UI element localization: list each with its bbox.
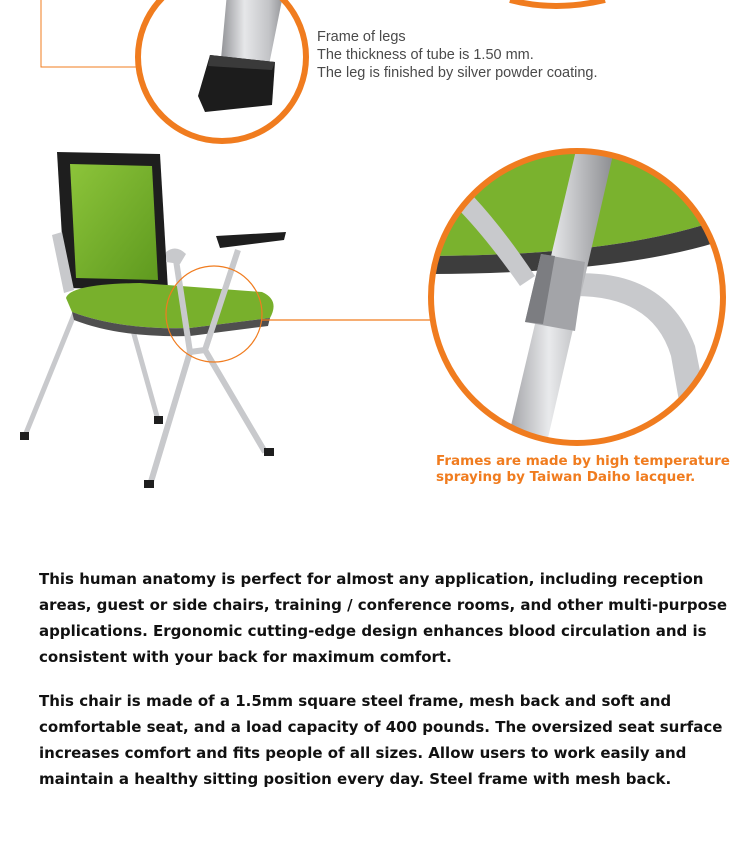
frame-detail-illustration <box>425 146 730 451</box>
top-detail-circle-fragment <box>500 0 620 12</box>
chair-illustration <box>0 140 440 500</box>
frame-caption-line2: spraying by Taiwan Daiho lacquer. <box>436 469 696 485</box>
chair-mesh-back <box>70 164 158 280</box>
leg-connector-line <box>41 0 137 67</box>
leg-caption-title: Frame of legs <box>317 29 406 45</box>
leg-caption-thickness: The thickness of tube is 1.50 mm. <box>317 47 534 63</box>
frame-caption-line1: Frames are made by high temperature <box>436 453 730 469</box>
chair-rear-left-leg <box>24 305 78 438</box>
chair-front-right-leg <box>205 250 265 452</box>
description-paragraph-2 <box>39 688 729 792</box>
description-text-2: This chair is made of a 1.5mm square steel frame, mesh back and soft and comfortable seat, and a load capacity of 400 pounds. The oversized seat surface increases comfort and fits people of all sizes. Allow users to work easily and maintain a healthy sitting position every day. Steel frame with mesh back. <box>39 692 723 788</box>
chair-right-armrest <box>216 232 286 248</box>
leg-caption <box>317 28 647 82</box>
frame-caption <box>436 453 736 485</box>
description-text-1: This human anatomy is perfect for almost any application, including reception areas, guest or side chairs, training / conference rooms, and other multi-purpose applications. Ergonomic cutting-edge design enhances blood circulation and is consistent with your back for maximum comfort. <box>39 570 728 666</box>
description-paragraph-1 <box>39 566 729 670</box>
leg-detail-illustration <box>0 0 320 145</box>
leg-caption-finish: The leg is finished by silver powder coating. <box>317 65 598 81</box>
